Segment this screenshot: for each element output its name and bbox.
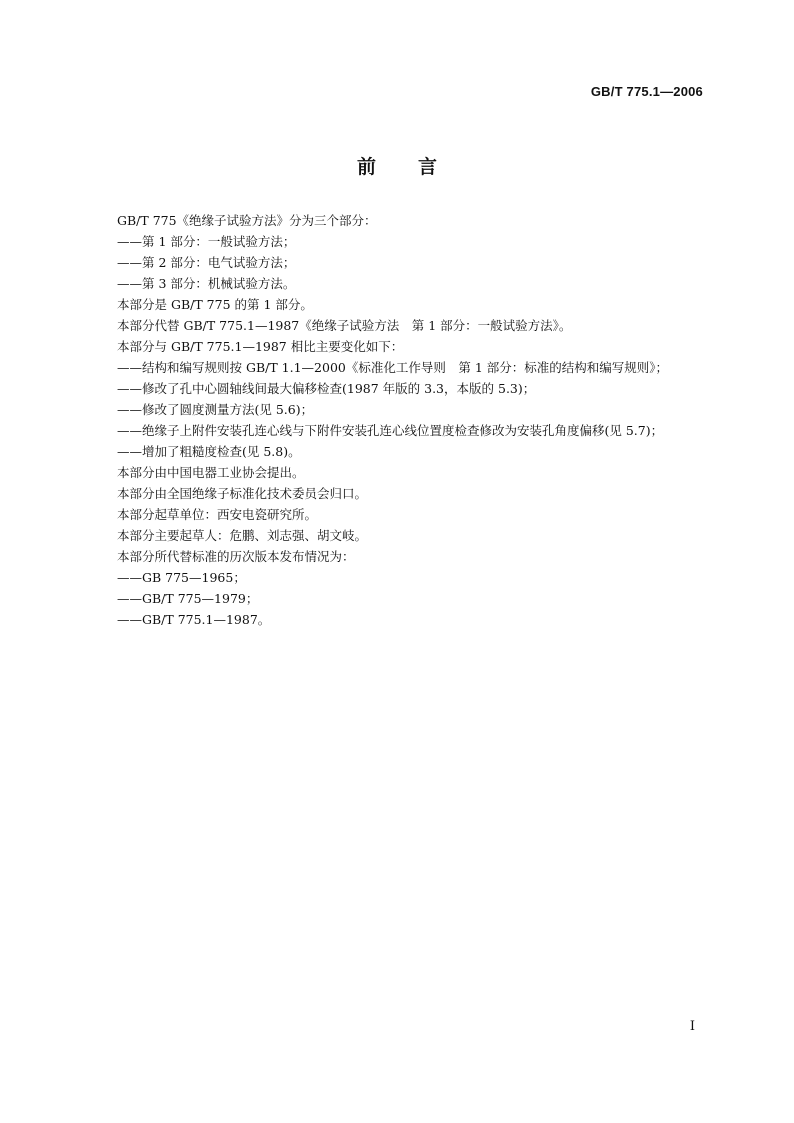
- line-change-roughness: ——增加了粗糙度检查(见 5.8)。: [117, 444, 301, 459]
- page-number: I: [689, 1019, 695, 1034]
- line-change-angle: ——绝缘子上附件安装孔连心线与下附件安装孔连心线位置度检查修改为安装孔角度偏移(见 5.7)；: [117, 423, 664, 438]
- line-change-offset: ——修改了孔中心圆轴线间最大偏移检查(1987 年版的 3.3，本版的 5.3)；: [117, 381, 536, 396]
- line-intro: GB/T 775《绝缘子试验方法》分为三个部分：: [117, 213, 377, 228]
- line-history-1987: ——GB/T 775.1—1987。: [117, 612, 271, 627]
- line-drafting-unit: 本部分起草单位：西安电瓷研究所。: [117, 507, 318, 522]
- line-history-1979: ——GB/T 775—1979；: [117, 591, 259, 606]
- line-part1: ——第 1 部分：一般试验方法；: [117, 234, 296, 249]
- line-drafters: 本部分主要起草人：危鹏、刘志强、胡文岐。: [117, 528, 368, 543]
- line-change-roundness: ——修改了圆度测量方法(见 5.6)；: [117, 402, 314, 417]
- line-replaces: 本部分代替 GB/T 775.1—1987《绝缘子试验方法 第 1 部分：一般试验方法》。: [117, 318, 572, 333]
- line-part3: ——第 3 部分：机械试验方法。: [117, 276, 296, 291]
- line-history-1965: ——GB 775—1965；: [117, 570, 246, 585]
- foreword-body: [117, 210, 717, 630]
- line-history-intro: 本部分所代替标准的历次版本发布情况为：: [117, 549, 355, 564]
- page-title: 前言: [356, 156, 479, 178]
- line-part2: ——第 2 部分：电气试验方法；: [117, 255, 296, 270]
- line-this-part: 本部分是 GB/T 775 的第 1 部分。: [117, 297, 313, 312]
- line-managed-by: 本部分由全国绝缘子标准化技术委员会归口。: [117, 486, 368, 501]
- line-change-structure: ——结构和编写规则按 GB/T 1.1—2000《标准化工作导则 第 1 部分：标准的结构和编写规则》；: [117, 360, 669, 375]
- line-changes-intro: 本部分与 GB/T 775.1—1987 相比主要变化如下：: [117, 339, 404, 354]
- standard-number: GB/T 775.1—2006: [590, 84, 703, 99]
- line-proposed-by: 本部分由中国电器工业协会提出。: [117, 465, 305, 480]
